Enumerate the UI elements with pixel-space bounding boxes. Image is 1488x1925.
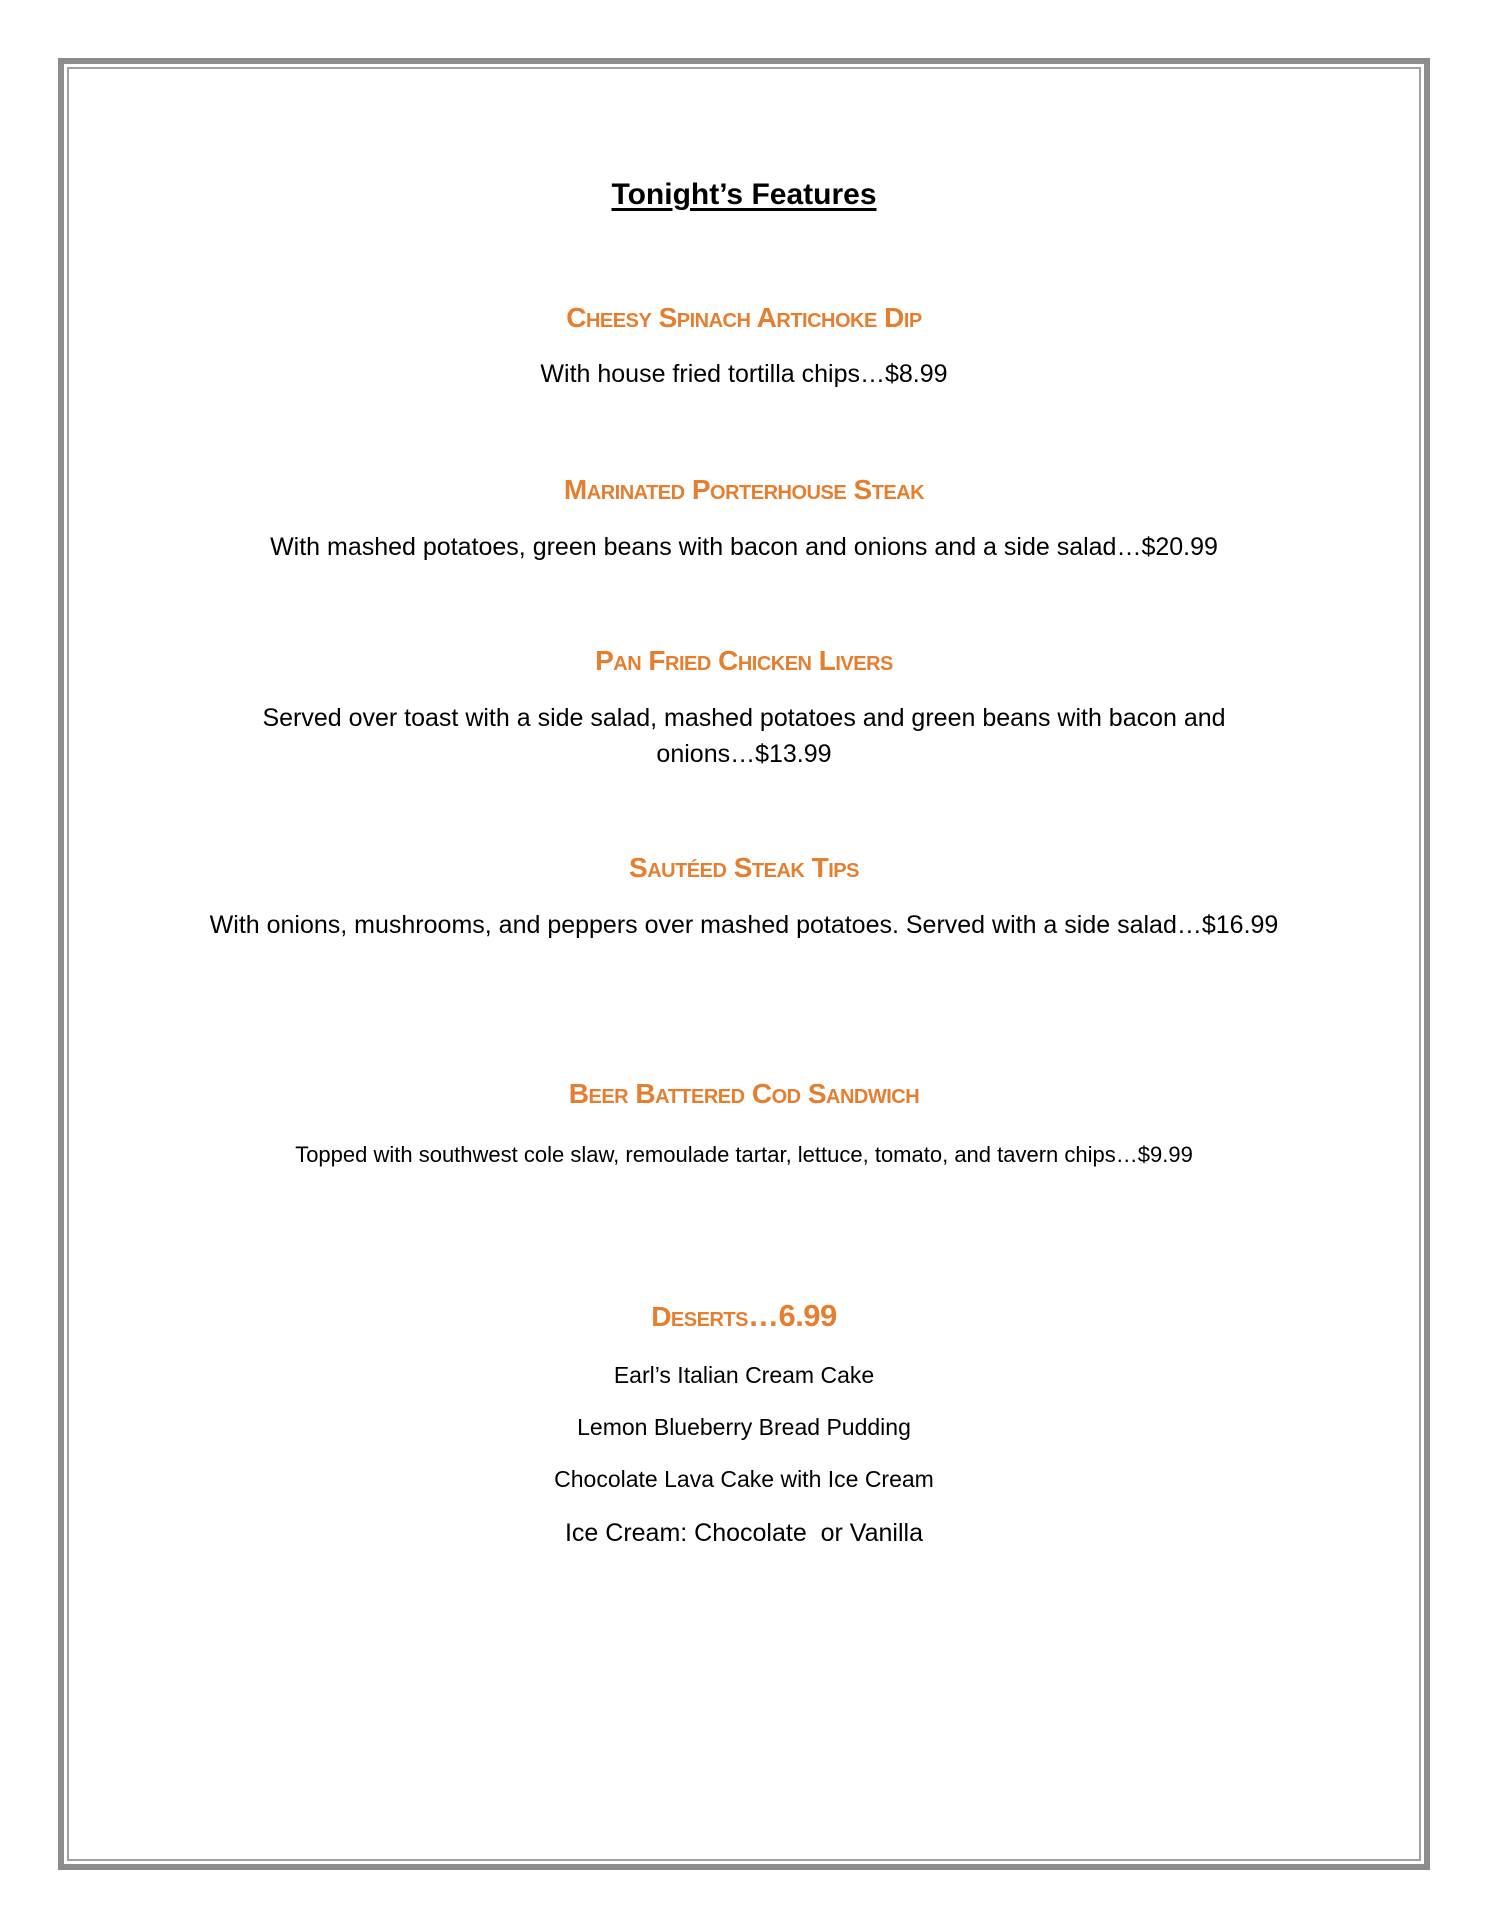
item-heading: Beer Battered Cod Sandwich [568,1078,920,1109]
item-description: Topped with southwest cole slaw, remoulade tartar, lettuce, tomato, and tavern chips…$9.99 [295,1142,1193,1167]
item-heading: Sautéed Steak Tips [629,852,859,883]
item-heading: Pan Fried Chicken Livers [595,645,893,676]
item-heading: Marinated Porterhouse Steak [563,474,925,505]
dessert-item: Lemon Blueberry Bread Pudding [577,1414,911,1440]
page-title: Tonight’s Features [611,178,877,211]
desserts-price: …6.99 [747,1298,837,1333]
dessert-item: Earl’s Italian Cream Cake [613,1362,875,1388]
dessert-item: Chocolate Lava Cake with Ice Cream [554,1466,934,1492]
item-description: With onions, mushrooms, and peppers over mashed potatoes. Served with a side salad…$16.99 [209,911,1279,939]
item-description: With mashed potatoes, green beans with bacon and onions and a side salad…$20.99 [270,533,1218,561]
item-heading: Cheesy Spinach Artichoke Dip [566,302,922,333]
item-description: onions…$13.99 [656,740,832,768]
desserts-heading-label: Deserts [651,1301,748,1332]
item-description: Served over toast with a side salad, mashed potatoes and green beans with bacon and [262,704,1226,732]
desserts-heading [0,1298,1488,1334]
page-border-inner [67,67,1421,1861]
item-description: With house fried tortilla chips…$8.99 [540,360,948,388]
dessert-item: Ice Cream: Chocolate or Vanilla [564,1519,924,1547]
